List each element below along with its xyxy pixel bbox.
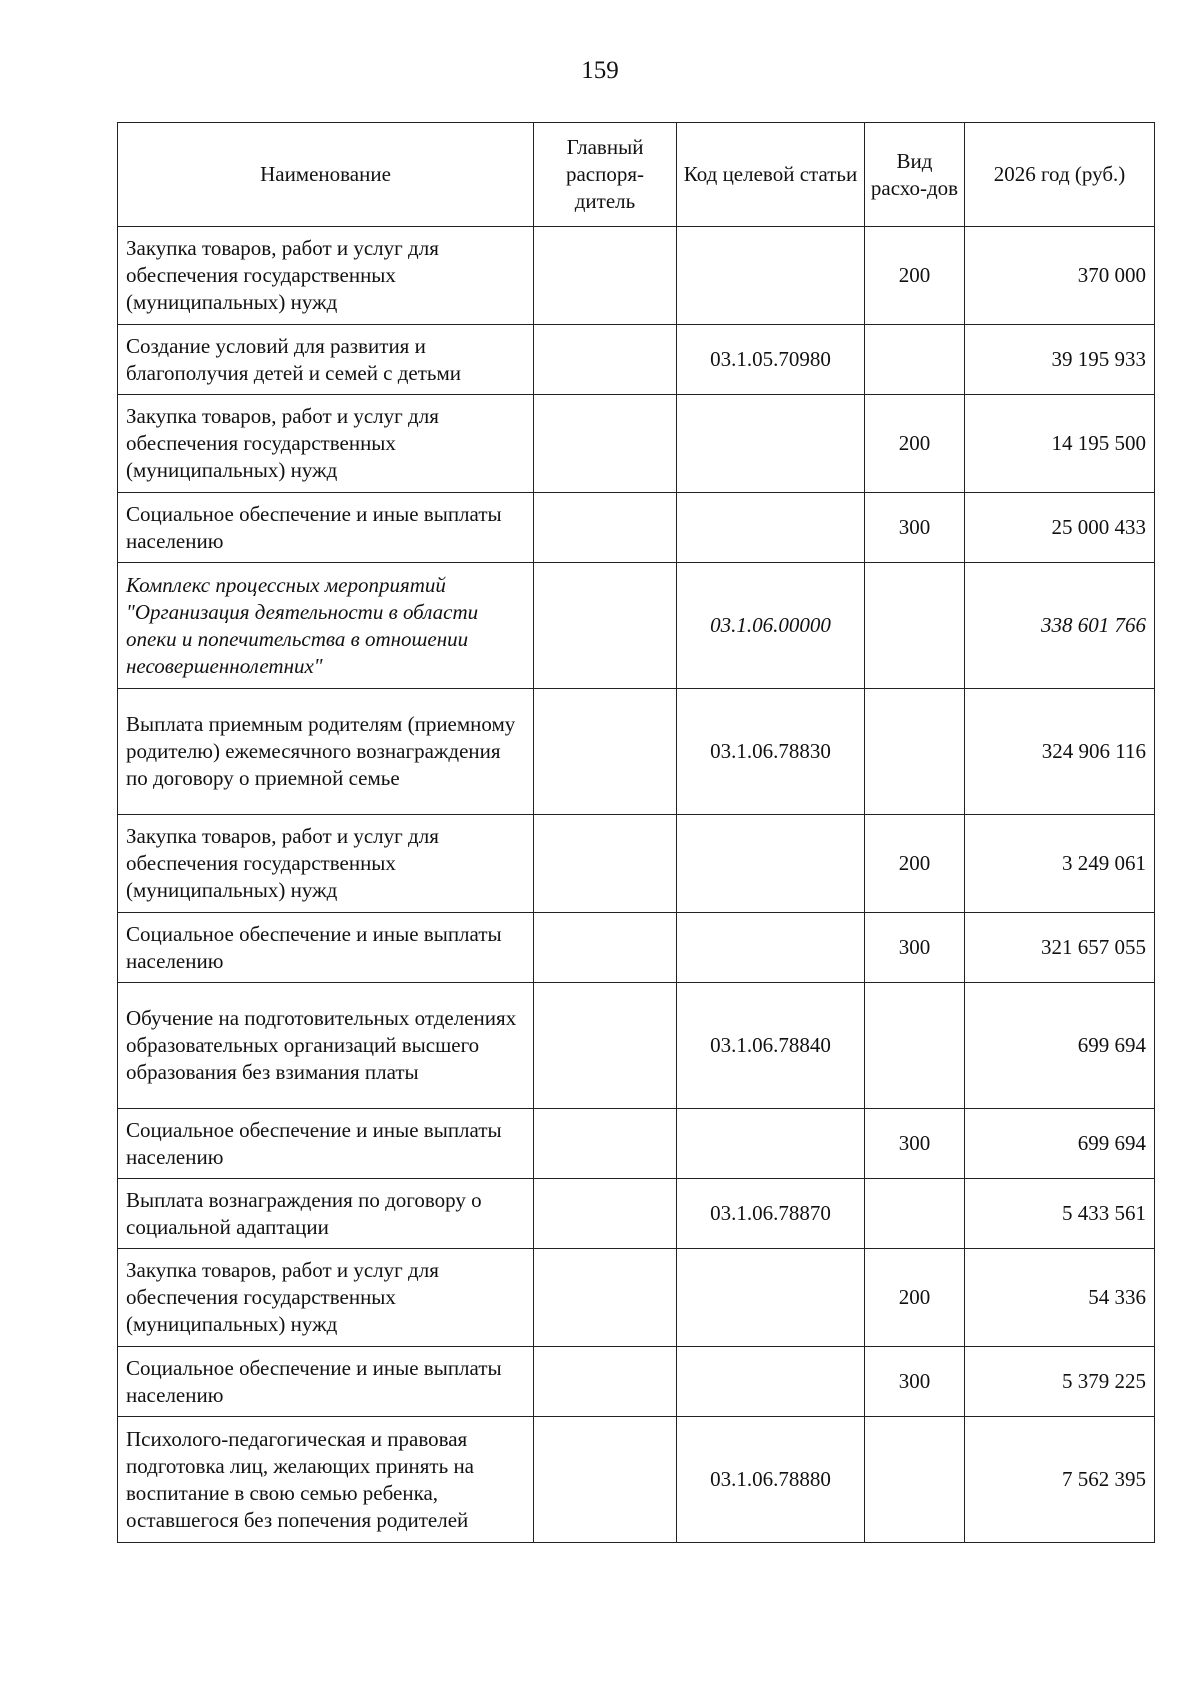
row-code: 03.1.06.78870	[677, 1179, 865, 1249]
table-row	[118, 689, 1155, 815]
header-type: Вид расхо-дов	[865, 123, 965, 227]
table-row	[118, 493, 1155, 563]
row-name: Выплата приемным родителям (приемному родителю) ежемесячного вознаграждения по договору о приемной семье	[118, 689, 534, 815]
table-row	[118, 227, 1155, 325]
row-admin	[534, 983, 677, 1109]
row-code: 03.1.06.78830	[677, 689, 865, 815]
row-type	[865, 983, 965, 1109]
row-admin	[534, 395, 677, 493]
row-type: 300	[865, 913, 965, 983]
table-row	[118, 563, 1155, 689]
header-code: Код целевой статьи	[677, 123, 865, 227]
page-number: 159	[581, 57, 619, 84]
row-code	[677, 395, 865, 493]
row-code: 03.1.06.78880	[677, 1417, 865, 1543]
row-code: 03.1.06.00000	[677, 563, 865, 689]
row-name: Выплата вознаграждения по договору о социальной адаптации	[118, 1179, 534, 1249]
row-amount: 5 379 225	[965, 1347, 1155, 1417]
row-admin	[534, 1179, 677, 1249]
row-type: 300	[865, 1347, 965, 1417]
row-name: Комплекс процессных мероприятий "Организация деятельности в области опеки и попечительства в отношении несовершеннолетних"	[118, 563, 534, 689]
row-code: 03.1.05.70980	[677, 325, 865, 395]
row-amount: 699 694	[965, 1109, 1155, 1179]
row-type	[865, 689, 965, 815]
row-amount: 5 433 561	[965, 1179, 1155, 1249]
row-name: Обучение на подготовительных отделениях образовательных организаций высшего образования без взимания платы	[118, 983, 534, 1109]
budget-table	[117, 122, 1155, 1543]
row-admin	[534, 689, 677, 815]
row-amount: 370 000	[965, 227, 1155, 325]
table-row	[118, 1417, 1155, 1543]
row-amount: 14 195 500	[965, 395, 1155, 493]
row-code	[677, 815, 865, 913]
row-code	[677, 493, 865, 563]
row-amount: 25 000 433	[965, 493, 1155, 563]
row-code: 03.1.06.78840	[677, 983, 865, 1109]
row-code	[677, 913, 865, 983]
row-admin	[534, 227, 677, 325]
header-amount: 2026 год (руб.)	[965, 123, 1155, 227]
table-header	[118, 123, 1155, 227]
row-amount: 3 249 061	[965, 815, 1155, 913]
row-name: Закупка товаров, работ и услуг для обеспечения государственных (муниципальных) нужд	[118, 815, 534, 913]
row-amount: 7 562 395	[965, 1417, 1155, 1543]
table-row	[118, 1347, 1155, 1417]
row-name: Закупка товаров, работ и услуг для обеспечения государственных (муниципальных) нужд	[118, 227, 534, 325]
table-row	[118, 815, 1155, 913]
header-name: Наименование	[118, 123, 534, 227]
row-admin	[534, 563, 677, 689]
row-type	[865, 563, 965, 689]
table-row	[118, 913, 1155, 983]
row-type	[865, 1179, 965, 1249]
row-admin	[534, 493, 677, 563]
row-amount: 338 601 766	[965, 563, 1155, 689]
row-code	[677, 227, 865, 325]
row-name: Психолого-педагогическая и правовая подготовка лиц, желающих принять на воспитание в свою семью ребенка, оставшегося без попечения родителей	[118, 1417, 534, 1543]
row-type: 200	[865, 395, 965, 493]
row-amount: 324 906 116	[965, 689, 1155, 815]
row-name: Социальное обеспечение и иные выплаты населению	[118, 493, 534, 563]
row-type: 200	[865, 227, 965, 325]
row-admin	[534, 1109, 677, 1179]
table-body	[118, 227, 1155, 1543]
row-amount: 39 195 933	[965, 325, 1155, 395]
row-name: Социальное обеспечение и иные выплаты населению	[118, 1109, 534, 1179]
row-code	[677, 1109, 865, 1179]
row-name: Создание условий для развития и благополучия детей и семей с детьми	[118, 325, 534, 395]
row-code	[677, 1347, 865, 1417]
row-name: Социальное обеспечение и иные выплаты населению	[118, 913, 534, 983]
table-row	[118, 395, 1155, 493]
row-admin	[534, 1249, 677, 1347]
row-name: Закупка товаров, работ и услуг для обеспечения государственных (муниципальных) нужд	[118, 1249, 534, 1347]
row-type: 200	[865, 815, 965, 913]
row-code	[677, 1249, 865, 1347]
header-admin: Главный распоря-дитель	[534, 123, 677, 227]
table-row	[118, 1109, 1155, 1179]
table-row	[118, 325, 1155, 395]
row-type: 300	[865, 493, 965, 563]
row-amount: 321 657 055	[965, 913, 1155, 983]
row-type: 300	[865, 1109, 965, 1179]
row-admin	[534, 815, 677, 913]
table-row	[118, 1179, 1155, 1249]
row-type	[865, 325, 965, 395]
row-type: 200	[865, 1249, 965, 1347]
table-row	[118, 983, 1155, 1109]
row-name: Закупка товаров, работ и услуг для обеспечения государственных (муниципальных) нужд	[118, 395, 534, 493]
row-type	[865, 1417, 965, 1543]
row-amount: 54 336	[965, 1249, 1155, 1347]
header-row	[118, 123, 1155, 227]
table-row	[118, 1249, 1155, 1347]
row-name: Социальное обеспечение и иные выплаты населению	[118, 1347, 534, 1417]
row-admin	[534, 325, 677, 395]
row-amount: 699 694	[965, 983, 1155, 1109]
row-admin	[534, 1347, 677, 1417]
row-admin	[534, 1417, 677, 1543]
row-admin	[534, 913, 677, 983]
